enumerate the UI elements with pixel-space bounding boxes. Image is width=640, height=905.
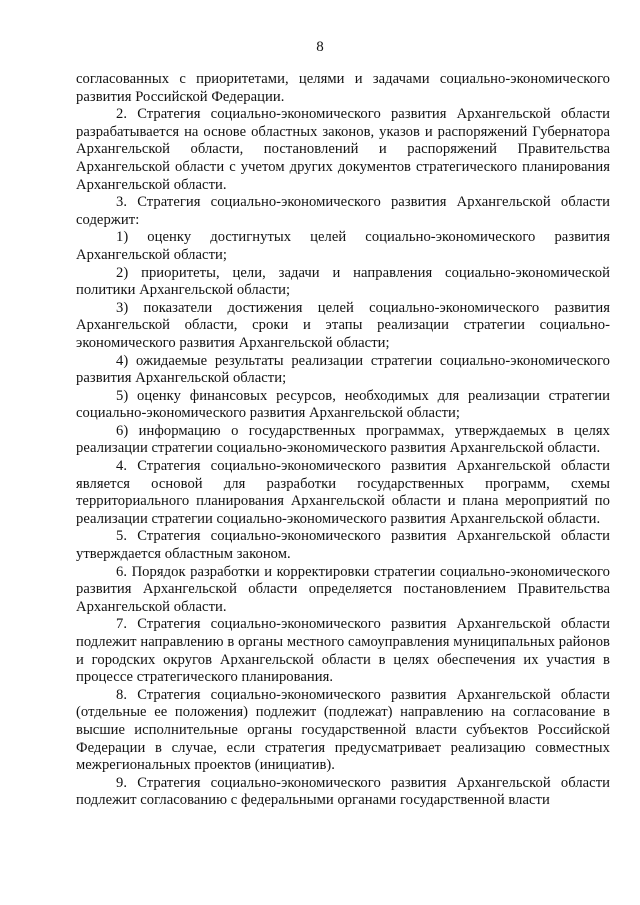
subitem-5: 5) оценку финансовых ресурсов, необходимых для реализации стратегии социально-экономического развития Архангельской области; xyxy=(76,387,610,422)
subitem-1: 1) оценку достигнутых целей социально-экономического развития Архангельской области; xyxy=(76,229,610,263)
paragraph-item-5: 5. Стратегия социально-экономического развития Архангельской области утверждается областным законом. xyxy=(76,528,610,563)
subitem-2: 2) приоритеты, цели, задачи и направления социально-экономической политики Архангельской области; xyxy=(76,264,610,299)
paragraph-item-9: 9. Стратегия социально-экономического развития Архангельской области подлежит согласованию с федеральными органами государственной власти xyxy=(76,774,610,809)
subitem-4: 4) ожидаемые результаты реализации стратегии социально-экономического развития Архангельской области; xyxy=(76,352,610,387)
paragraph-item-4: 4. Стратегия социально-экономического развития Архангельской области является основой для разработки государственных программ, схемы территориального планирования Архангельской области и плана мероприятий по реализации стратегии социально-экономического развития Архангельской области. xyxy=(76,458,610,527)
paragraph-item-2: 2. Стратегия социально-экономического развития Архангельской области разрабатывается на основе областных законов, указов и распоряжений Губернатора Архангельской области, постановлений и распоряжений Правительства Архангельской области с учетом других документов стратегического планирования Архангельской области. xyxy=(76,106,610,193)
paragraph-item-6: 6. Порядок разработки и корректировки стратегии социально-экономического развития Архангельской области определяется постановлением Правительства Архангельской области. xyxy=(76,563,610,615)
page-number: 8 xyxy=(316,39,324,55)
paragraph-continuation: согласованных с приоритетами, целями и задачами социально-экономического развития Российской Федерации. xyxy=(76,71,610,105)
subitem-6: 6) информацию о государственных программах, утверждаемых в целях реализации стратегии социально-экономического развития Архангельской области. xyxy=(76,422,610,457)
subitem-3: 3) показатели достижения целей социально-экономического развития Архангельской области, сроки и этапы реализации стратегии социально-экономического развития Архангельской области; xyxy=(76,299,610,351)
document-body xyxy=(76,71,610,810)
paragraph-item-3: 3. Стратегия социально-экономического развития Архангельской области содержит: xyxy=(76,194,610,228)
paragraph-item-7: 7. Стратегия социально-экономического развития Архангельской области подлежит направлению в органы местного самоуправления муниципальных районов и городских округов Архангельской области в целях обеспечения их участия в процессе стратегического планирования. xyxy=(76,616,610,686)
paragraph-item-8: 8. Стратегия социально-экономического развития Архангельской области (отдельные ее положения) подлежит (подлежат) направлению на согласование в высшие исполнительные органы государственной власти субъектов Российской Федерации в случае, если стратегия предусматривает реализацию совместных межрегиональных проектов (инициатив). xyxy=(76,686,610,774)
